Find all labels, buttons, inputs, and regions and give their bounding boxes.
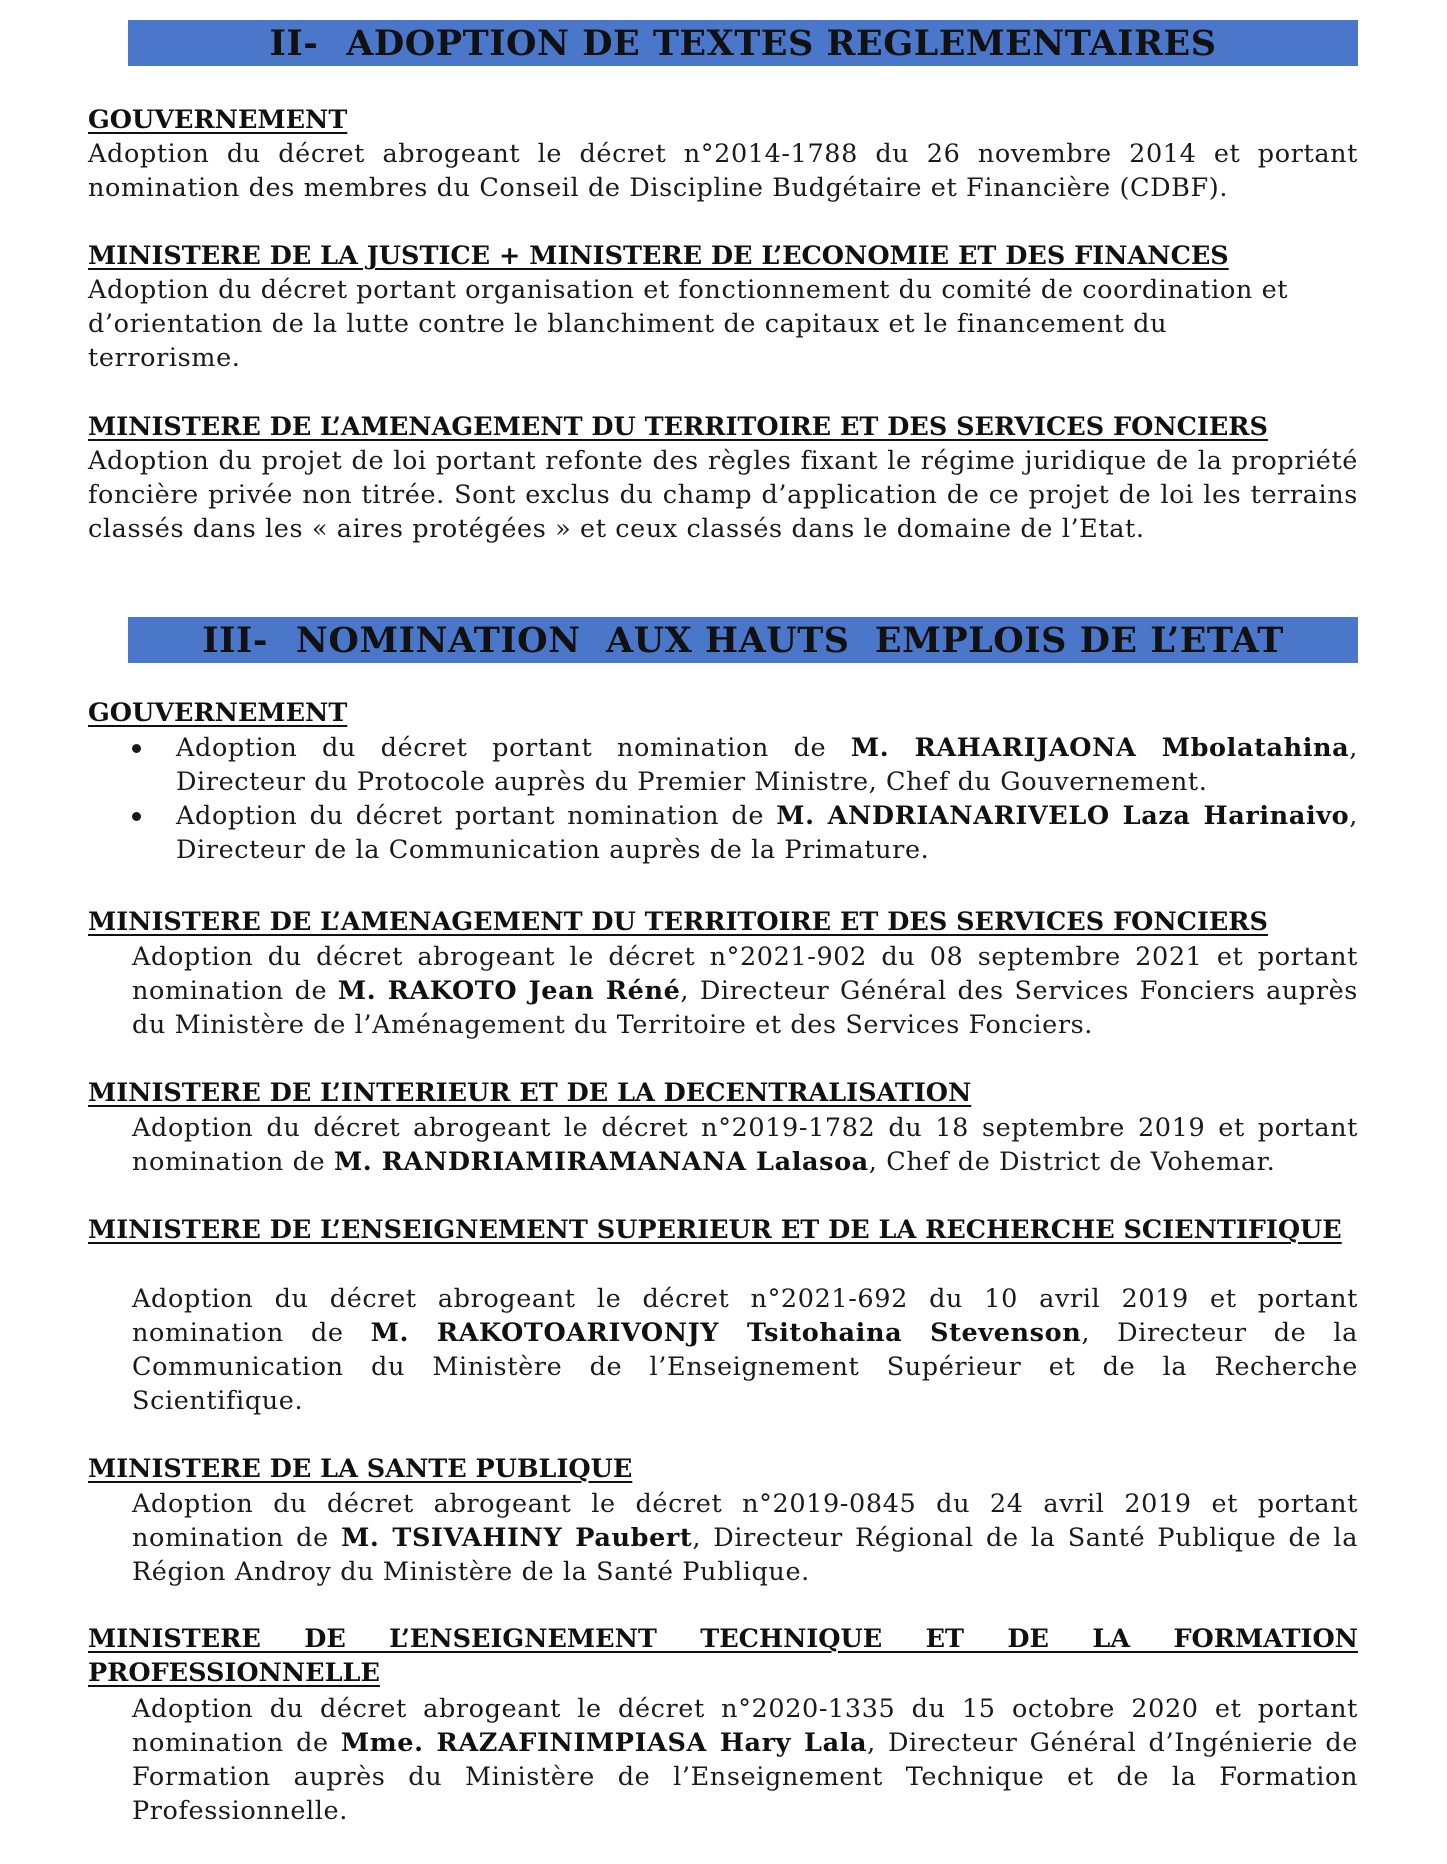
nominee-name: Mme. RAZAFINIMPIASA Hary Lala xyxy=(340,1728,868,1758)
nominee-name: M. RANDRIAMIRAMANANA Lalasoa xyxy=(333,1147,869,1177)
heading-enseignement-superieur: MINISTERE DE L’ENSEIGNEMENT SUPERIEUR ET DE LA RECHERCHE SCIENTIFIQUE xyxy=(88,1215,1342,1245)
section-title: NOMINATION AUX HAUTS EMPLOIS DE L’ETAT xyxy=(295,619,1284,661)
nominee-name: M. ANDRIANARIVELO Laza Harinaivo xyxy=(776,801,1350,831)
heading-gouvernement: GOUVERNEMENT xyxy=(88,698,348,728)
paragraph-razafinimpiasa: Adoption du décret abrogeant le décret n°2020-1335 du 15 octobre 2020 et portant nomination de Mme. RAZAFINIMPIASA Hary Lala, Directeur Général d’Ingénierie de Formation auprès du Ministère de l’Enseignement Technique et de la Formation Professionnelle. xyxy=(132,1694,1358,1826)
section-bar-adoption-textes xyxy=(128,20,1358,66)
list-item: Adoption du décret portant nomination de M. RAHARIJAONA Mbolatahina, Directeur du Protocole auprès du Premier Ministre, Chef du Gouvernement. xyxy=(88,731,1358,799)
bullet-list xyxy=(88,731,1358,867)
heading-interieur-decentralisation: MINISTERE DE L’INTERIEUR ET DE LA DECENTRALISATION xyxy=(88,1078,972,1108)
paragraph-cdbf: Adoption du décret abrogeant le décret n°2014-1788 du 26 novembre 2014 et portant nomination des membres du Conseil de Discipline Budgétaire et Financière (CDBF). xyxy=(88,139,1358,203)
section-number: II- xyxy=(269,22,319,64)
bullet-icon xyxy=(132,812,141,821)
heading-amenagement-territoire: MINISTERE DE L’AMENAGEMENT DU TERRITOIRE ET DES SERVICES FONCIERS xyxy=(88,907,1268,937)
paragraph-tsivahiny: Adoption du décret abrogeant le décret n°2019-0845 du 24 avril 2019 et portant nomination de M. TSIVAHINY Paubert, Directeur Régional de la Santé Publique de la Région Androy du Ministère de la Santé Publique. xyxy=(132,1489,1358,1587)
nominee-name: M. TSIVAHINY Paubert xyxy=(341,1523,693,1553)
list-item: Adoption du décret portant nomination de M. ANDRIANARIVELO Laza Harinaivo, Directeur de la Communication auprès de la Primature. xyxy=(88,799,1358,867)
bullet-icon xyxy=(132,744,141,753)
heading-gouvernement: GOUVERNEMENT xyxy=(88,105,348,135)
section-number: III- xyxy=(202,619,268,661)
paragraph-line: Adoption du décret portant organisation et fonctionnement du comité de coordination et xyxy=(88,275,1289,305)
nominee-name: M. RAHARIJAONA Mbolatahina xyxy=(850,733,1350,763)
paragraph-rakotoarivonjy: Adoption du décret abrogeant le décret n°2021-692 du 10 avril 2019 et portant nomination de M. RAKOTOARIVONJY Tsitohaina Stevenson, Directeur de la Communication du Ministère de l’Enseignement Supérieur et de la Recherche Scientifique. xyxy=(132,1284,1358,1416)
section-title: ADOPTION DE TEXTES REGLEMENTAIRES xyxy=(346,22,1217,64)
heading-justice-economie: MINISTERE DE LA JUSTICE + MINISTERE DE L’ECONOMIE ET DES FINANCES xyxy=(88,241,1229,271)
nominee-name: M. RAKOTO Jean Réné xyxy=(337,976,681,1006)
heading-amenagement-territoire: MINISTERE DE L’AMENAGEMENT DU TERRITOIRE ET DES SERVICES FONCIERS xyxy=(88,412,1268,442)
paragraph-line: terrorisme. xyxy=(88,343,241,373)
paragraph-line: d’orientation de la lutte contre le blanchiment de capitaux et le financement du xyxy=(88,309,1168,339)
heading-sante-publique: MINISTERE DE LA SANTE PUBLIQUE xyxy=(88,1454,633,1484)
paragraph-propriete-fonciere: Adoption du projet de loi portant refonte des règles fixant le régime juridique de la propriété foncière privée non titrée. Sont exclus du champ d’application de ce projet de loi les terrains classés dans les « aires protégées » et ceux classés dans le domaine de l’Etat. xyxy=(88,446,1358,544)
paragraph-blanchiment xyxy=(88,273,1358,375)
section-bar-nomination xyxy=(128,617,1358,663)
nominee-name: M. RAKOTOARIVONJY Tsitohaina Stevenson xyxy=(370,1318,1082,1348)
heading-enseignement-technique: MINISTERE DE L’ENSEIGNEMENT TECHNIQUE ET DE LA FORMATION PROFESSIONNELLE xyxy=(88,1624,1358,1688)
paragraph-randriamiramanana: Adoption du décret abrogeant le décret n°2019-1782 du 18 septembre 2019 et portant nomination de M. RANDRIAMIRAMANANA Lalasoa, Chef de District de Vohemar. xyxy=(132,1113,1358,1177)
paragraph-rakoto: Adoption du décret abrogeant le décret n°2021-902 du 08 septembre 2021 et portant nomination de M. RAKOTO Jean Réné, Directeur Général des Services Fonciers auprès du Ministère de l’Aménagement du Territoire et des Services Fonciers. xyxy=(132,942,1358,1040)
